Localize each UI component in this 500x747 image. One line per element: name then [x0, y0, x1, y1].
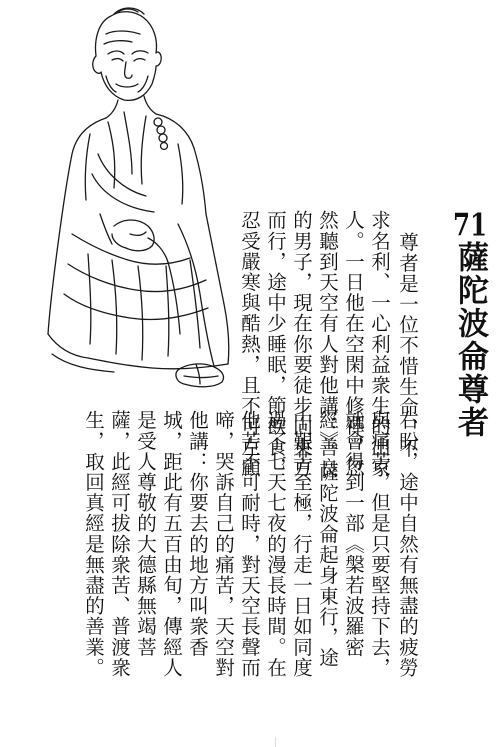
text-column: 忍受嚴寒與酷熱，且不可左顧 [238, 210, 261, 478]
text-column: 然聽到天空有人對他講：善良 [316, 210, 339, 478]
chapter-title [453, 210, 486, 439]
text-column: 與痛苦，但是只要堅持下去， [368, 410, 391, 678]
text-column: 就會得到一部《槃若波羅密 [342, 410, 365, 658]
arhat-name: 薩陀波侖尊者 [452, 241, 488, 439]
text-column: 是受人尊敬的大德縣無竭菩 [134, 410, 157, 658]
text-column: 城，距此有五百由旬，傳經人 [160, 410, 183, 678]
text-column: 生，取回真經是無盡的善業。 [82, 410, 105, 678]
text-column: 他講：你要去的地方叫衆香 [186, 410, 209, 658]
text-column: 中艱苦至極，行走一日如同度 [290, 410, 313, 678]
page-edge-mark [275, 737, 276, 747]
text-column: 他苦不可耐時，對天空長聲而 [238, 410, 261, 678]
text-column: 過了七天七夜的漫長時間。在 [264, 410, 287, 678]
text-column: 尊者是一位不惜生命、不 [396, 232, 419, 459]
text-column: 薩，此經可拔除衆苦、普渡衆 [108, 410, 131, 678]
text-column: 人。一日他在空閑中修禪，忽 [342, 210, 365, 478]
text-column: 而行，途中少睡眠，節飲食， [264, 210, 287, 478]
text-column: 的男子，現在你要徒步向東方 [290, 210, 313, 478]
chapter-number: 71 [452, 210, 488, 241]
text-column: 右盼，途中自然有無盡的疲勞 [396, 410, 419, 678]
arhat-illustration [28, 4, 243, 396]
text-column: 經》。薩陀波侖起身東行，途 [316, 410, 339, 669]
text-column: 求名利、一心利益衆生的出家 [368, 210, 391, 478]
text-column: 啼，哭訴自己的痛苦，天空對 [212, 410, 235, 678]
